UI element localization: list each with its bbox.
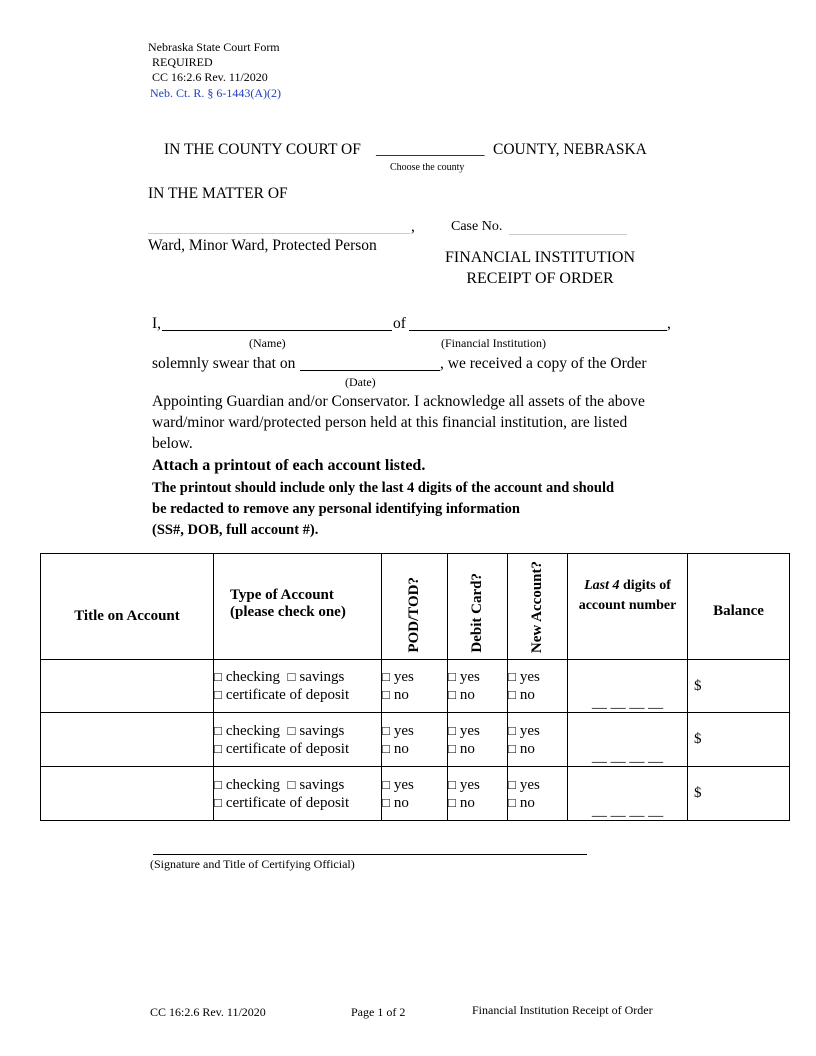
new-account-cell xyxy=(508,767,568,821)
last4-field[interactable]: __ __ __ __ xyxy=(568,713,688,767)
checkbox-new-yes[interactable]: □ yes xyxy=(508,776,540,793)
checkbox-checking[interactable]: □ checking xyxy=(214,776,280,793)
ward-label: Ward, Minor Ward, Protected Person xyxy=(148,237,377,254)
case-label: Case No. xyxy=(451,219,503,234)
checkbox-cd[interactable]: □ certificate of deposit xyxy=(214,740,350,757)
checkbox-debit-no[interactable]: □ no xyxy=(448,740,475,757)
debit-card-header: Debit Card? xyxy=(469,573,485,653)
checkbox-pod-no[interactable]: □ no xyxy=(382,740,409,757)
court-prefix: IN THE COUNTY COURT OF xyxy=(164,141,361,158)
col-pod-tod xyxy=(382,554,448,660)
currency-symbol: $ xyxy=(694,785,702,801)
table-header-row xyxy=(41,554,790,660)
checkbox-pod-yes[interactable]: □ yes xyxy=(382,722,414,739)
rule-link[interactable]: Neb. Ct. R. § 6-1443(A)(2) xyxy=(150,86,281,100)
debit-cell xyxy=(448,713,508,767)
institution-field[interactable] xyxy=(409,315,667,331)
form-title-line2: RECEIPT OF ORDER xyxy=(466,270,614,287)
redact-line-2: be redacted to remove any personal identifying information xyxy=(152,501,520,517)
last4-header-line1 xyxy=(568,578,687,594)
col-title-on-account: Title on Account xyxy=(41,554,214,660)
new-account-cell xyxy=(508,660,568,713)
required-label: REQUIRED xyxy=(152,55,213,69)
checkbox-debit-yes[interactable]: □ yes xyxy=(448,669,480,685)
checkbox-debit-no[interactable]: □ no xyxy=(448,794,475,811)
checkbox-pod-no[interactable]: □ no xyxy=(382,687,409,703)
checkbox-new-no[interactable]: □ no xyxy=(508,740,535,757)
ward-name-field[interactable] xyxy=(148,216,410,234)
ward-name-comma: , xyxy=(411,218,415,235)
footer-code: CC 16:2.6 Rev. 11/2020 xyxy=(150,1005,266,1019)
checkbox-pod-yes[interactable]: □ yes xyxy=(382,669,414,685)
currency-symbol: $ xyxy=(694,731,702,747)
checkbox-pod-no[interactable]: □ no xyxy=(382,794,409,811)
checkbox-new-no[interactable]: □ no xyxy=(508,794,535,811)
last4-rest: digits of xyxy=(619,578,671,593)
court-suffix: COUNTY, NEBRASKA xyxy=(493,141,647,158)
title-cell[interactable] xyxy=(41,767,214,821)
redact-line-1: The printout should include only the last 4 digits of the account and should xyxy=(152,480,615,496)
para-line-2: ward/minor ward/protected person held at this financial institution, are listed xyxy=(152,414,628,431)
case-number-field[interactable] xyxy=(509,218,627,235)
para-line-3: below. xyxy=(152,435,193,452)
col-type-of-account xyxy=(214,554,382,660)
title-cell[interactable] xyxy=(41,713,214,767)
table-row xyxy=(41,767,790,821)
last4-field[interactable]: __ __ __ __ xyxy=(568,660,688,713)
debit-cell xyxy=(448,767,508,821)
checkbox-new-yes[interactable]: □ yes xyxy=(508,669,540,685)
table-row xyxy=(41,713,790,767)
col-balance: Balance xyxy=(688,554,790,660)
redact-line-3: (SS#, DOB, full account #). xyxy=(152,522,319,538)
county-hint: Choose the county xyxy=(390,162,465,173)
col-last4 xyxy=(568,554,688,660)
balance-cell[interactable] xyxy=(688,713,790,767)
form-title-line1: FINANCIAL INSTITUTION xyxy=(444,249,636,266)
checkbox-savings[interactable]: □ savings xyxy=(287,722,345,739)
para-line-1: Appointing Guardian and/or Conservator. I acknowledge all assets of the above xyxy=(152,393,645,410)
table-row xyxy=(41,660,790,713)
institution-comma: , xyxy=(667,315,671,332)
new-account-cell xyxy=(508,713,568,767)
type-cell xyxy=(214,767,382,821)
checkbox-cd[interactable]: □ certificate of deposit xyxy=(214,794,350,811)
date-caption: (Date) xyxy=(345,375,376,389)
checkbox-checking[interactable]: □ checking xyxy=(214,669,280,685)
form-code: CC 16:2.6 Rev. 11/2020 xyxy=(152,70,268,84)
type-header-line2: (please check one) xyxy=(230,603,346,620)
swear-prefix: solemnly swear that on xyxy=(152,355,296,372)
name-caption: (Name) xyxy=(249,336,286,350)
last4-header-line2: account number xyxy=(578,598,677,613)
pod-cell xyxy=(382,767,448,821)
signature-caption: (Signature and Title of Certifying Official) xyxy=(150,857,355,871)
currency-symbol: $ xyxy=(694,677,702,694)
type-header-line1: Type of Account xyxy=(230,586,334,603)
type-cell xyxy=(214,713,382,767)
last4-field[interactable]: __ __ __ __ xyxy=(568,767,688,821)
checkbox-cd[interactable]: □ certificate of deposit xyxy=(214,687,350,703)
of-label: of xyxy=(393,315,406,332)
pod-tod-header: POD/TOD? xyxy=(406,577,422,653)
balance-cell[interactable] xyxy=(688,767,790,821)
checkbox-savings[interactable]: □ savings xyxy=(287,669,345,685)
form-name: Nebraska State Court Form xyxy=(148,40,280,54)
checkbox-pod-yes[interactable]: □ yes xyxy=(382,776,414,793)
checkbox-debit-yes[interactable]: □ yes xyxy=(448,776,480,793)
footer-page: Page 1 of 2 xyxy=(351,1005,406,1019)
footer-title: Financial Institution Receipt of Order xyxy=(472,1003,653,1017)
attach-note: Attach a printout of each account listed. xyxy=(152,457,426,474)
matter-label: IN THE MATTER OF xyxy=(148,185,288,202)
checkbox-new-no[interactable]: □ no xyxy=(508,687,535,703)
checkbox-new-yes[interactable]: □ yes xyxy=(508,722,540,739)
title-cell[interactable] xyxy=(41,660,214,713)
last4-italic: Last 4 xyxy=(584,578,620,593)
institution-caption: (Financial Institution) xyxy=(441,336,546,350)
checkbox-debit-no[interactable]: □ no xyxy=(448,687,475,703)
county-select[interactable]: ______________ xyxy=(376,141,485,158)
debit-cell xyxy=(448,660,508,713)
type-cell xyxy=(214,660,382,713)
swear-suffix: , we received a copy of the Order xyxy=(440,355,647,372)
checkbox-debit-yes[interactable]: □ yes xyxy=(448,722,480,739)
signature-field[interactable] xyxy=(153,838,587,855)
col-debit-card xyxy=(448,554,508,660)
i-label: I, xyxy=(152,315,162,332)
pod-cell xyxy=(382,713,448,767)
checkbox-savings[interactable]: □ savings xyxy=(287,776,345,793)
new-account-header: New Account? xyxy=(529,560,545,653)
balance-cell[interactable] xyxy=(688,660,790,713)
col-new-account xyxy=(508,554,568,660)
checkbox-checking[interactable]: □ checking xyxy=(214,722,280,739)
accounts-table xyxy=(40,553,790,821)
name-field[interactable] xyxy=(162,315,392,331)
pod-cell xyxy=(382,660,448,713)
date-field[interactable] xyxy=(300,355,440,371)
